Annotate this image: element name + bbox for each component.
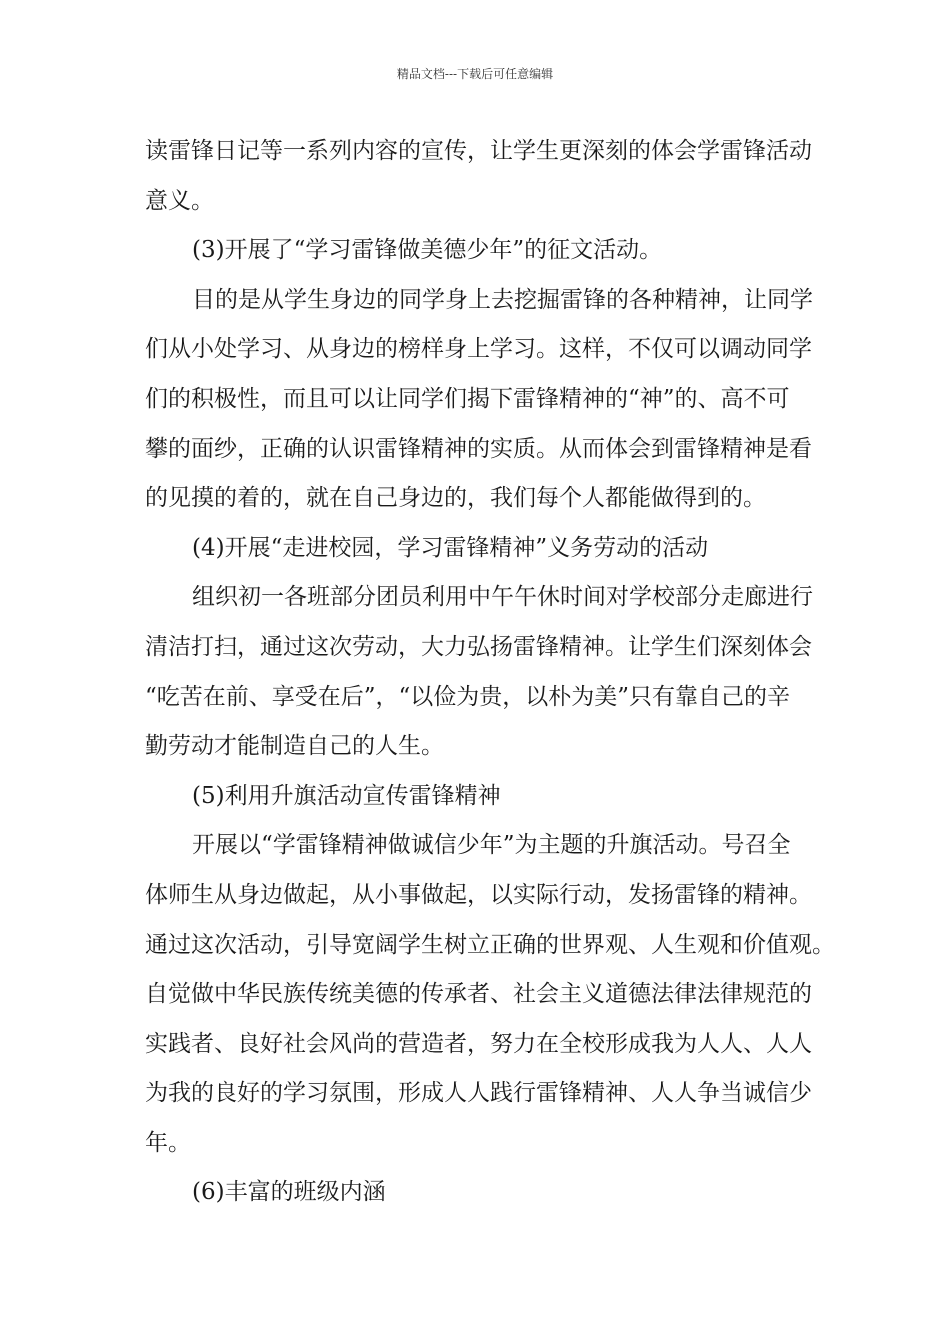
text-line: 们的积极性，而且可以让同学们揭下雷锋精神的“神”的、高不可 [145,385,790,412]
text-line: 们从小处学习、从身边的榜样身上学习。这样，不仅可以调动同学 [145,336,812,363]
text-line: 清洁打扫，通过这次劳动，大力弘扬雷锋精神。让学生们深刻体会 [145,633,812,660]
text-line: 的见摸的着的，就在自己身边的，我们每个人都能做得到的。 [145,485,766,512]
text-line: 读雷锋日记等一系列内容的宣传，让学生更深刻的体会学雷锋活动 [145,138,812,164]
text-line: 攀的面纱，正确的认识雷锋精神的实质。从而体会到雷锋精神是看 [145,435,812,462]
paragraph-start: 目的是从学生身边的同学身上去挖掘雷锋的各种精神，让同学 [192,286,813,313]
section-heading: (5)利用升旗活动宣传雷锋精神 [192,782,501,809]
paragraph-start: 组织初一各班部分团员利用中午午休时间对学校部分走廊进行 [192,584,813,611]
section-heading: (4)开展“走进校园，学习雷锋精神”义务劳动的活动 [192,534,709,561]
section-heading: (6)丰富的班级内涵 [192,1179,386,1206]
document-body [145,127,835,1218]
text-line: 自觉做中华民族传统美德的传承者、社会主义道德法律法律规范的 [145,981,812,1008]
text-line: 勤劳动才能制造自己的人生。 [145,733,444,760]
text-line: 通过这次活动，引导宽阔学生树立正确的世界观、人生观和价值观。 [145,931,835,958]
paragraph-start: 开展以“学雷锋精神做诚信少年”为主题的升旗活动。号召全 [192,832,791,859]
text-line: 为我的良好的学习氛围，形成人人践行雷锋精神、人人争当诚信少 [145,1080,812,1107]
text-line: 实践者、良好社会风尚的营造者，努力在全校形成我为人人、人人 [145,1030,812,1057]
text-line: 体师生从身边做起，从小事做起，以实际行动，发扬雷锋的精神。 [145,881,812,908]
text-line: 年。 [145,1129,191,1156]
section-heading: (3)开展了“学习雷锋做美德少年”的征文活动。 [192,237,663,264]
page-header: 精品文档---下载后可任意编辑 [396,67,554,81]
text-line: “吃苦在前、享受在后”，“以俭为贵，以朴为美”只有靠自己的辛 [145,683,791,710]
text-line: 意义。 [145,187,214,214]
